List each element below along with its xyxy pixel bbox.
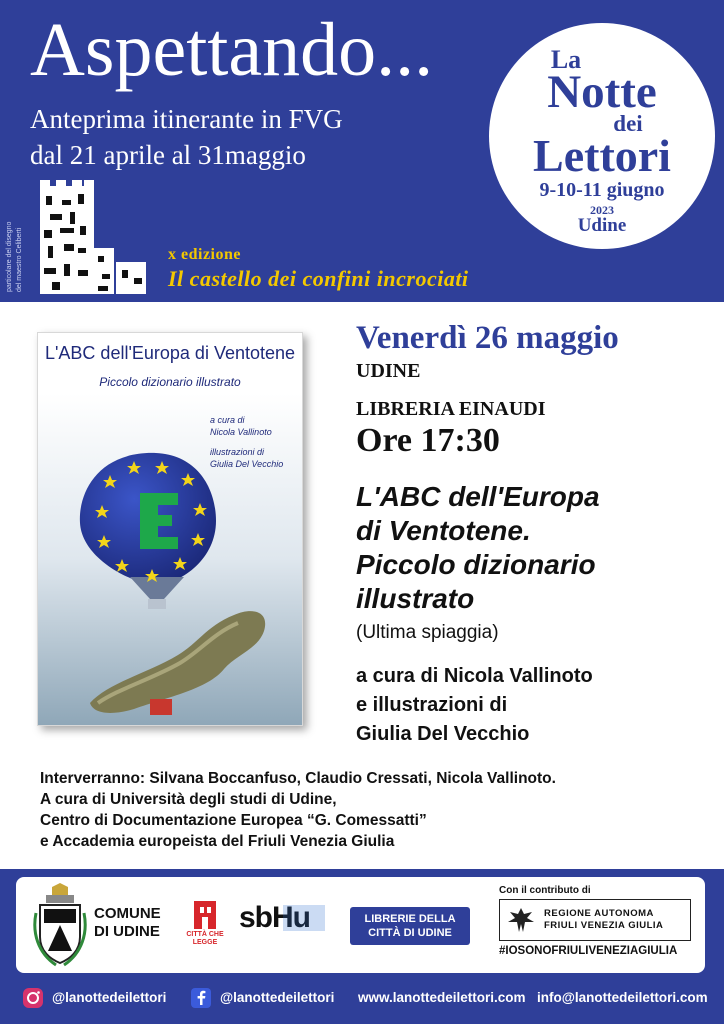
- librerie-line-2: CITTÀ DI UDINE: [368, 927, 452, 939]
- speakers-line: A cura di Università degli studi di Udine,: [40, 791, 337, 808]
- cover-curator-name: Nicola Vallinoto: [210, 427, 272, 437]
- book-title-line: L'ABC dell'Europa: [356, 481, 600, 512]
- festival-theme: Il castello dei confini incrociati: [168, 266, 469, 291]
- festival-logo-badge: [489, 23, 715, 249]
- book-title-line: illustrato: [356, 583, 475, 614]
- speakers-text: [40, 768, 556, 852]
- librerie-citta-udine-logo: [350, 907, 470, 945]
- subtitle-line-2: dal 21 aprile al 31maggio: [30, 140, 306, 170]
- event-time: Ore 17:30: [356, 422, 500, 459]
- edition-label: x edizione: [168, 246, 241, 263]
- badge-year: 2023: [590, 203, 614, 217]
- badge-dei: dei: [613, 111, 643, 136]
- subtitle-line-1: Anteprima itinerante in FVG: [30, 104, 343, 134]
- cover-curator-label: a cura di: [210, 415, 245, 425]
- event-venue: LIBRERIA EINAUDI: [356, 398, 546, 420]
- facebook-icon[interactable]: [190, 987, 212, 1009]
- badge-notte: Notte: [547, 66, 657, 118]
- book-title: [356, 480, 600, 616]
- citta-che-legge-icon: [188, 897, 222, 931]
- email-link[interactable]: info@lanottedeilettori.com: [537, 990, 708, 1005]
- credit-line-1: particolare del disegno: [6, 221, 13, 292]
- publisher: (Ultima spiaggia): [356, 622, 499, 643]
- regione-line-1: REGIONE AUTONOMA: [544, 908, 654, 919]
- regione-line-2: FRIULI VENEZIA GIULIA: [544, 920, 664, 931]
- badge-la: La: [550, 45, 582, 74]
- speakers-line: e Accademia europeista del Friuli Venezia Giulia: [40, 833, 395, 850]
- librerie-line-1: LIBRERIE DELLA: [364, 913, 456, 925]
- curators-line: a cura di Nicola Vallinoto: [356, 665, 593, 687]
- comune-line-2: DI UDINE: [94, 923, 160, 940]
- speakers-line: Centro di Documentazione Europea “G. Comessatti”: [40, 812, 427, 829]
- curators-line: Giulia Del Vecchio: [356, 723, 530, 745]
- event-panel: [0, 302, 724, 869]
- event-date: Venerdì 26 maggio: [356, 320, 619, 356]
- book-title-line: di Ventotene.: [356, 515, 531, 546]
- citta-che-legge-text: CITTÀ CHE LEGGE: [186, 931, 224, 946]
- balloon-island-illustration: [38, 393, 302, 725]
- instagram-handle[interactable]: @lanottedeilettori: [52, 990, 167, 1005]
- badge-city: Udine: [577, 215, 627, 236]
- cover-illustrations-label: illustrazioni di: [210, 447, 265, 457]
- page-title: Aspettando...: [30, 8, 434, 92]
- cover-subtitle: Piccolo dizionario illustrato: [99, 375, 241, 389]
- website-link[interactable]: www.lanottedeilettori.com: [358, 990, 526, 1005]
- book-cover: [37, 332, 303, 726]
- comune-crest-icon: [32, 883, 88, 969]
- credit-line-2: del maestro Celiberti: [16, 227, 23, 292]
- region-hashtag: #IOSONOFRIULIVENEZIAGIULIA: [499, 945, 678, 957]
- regione-fvg-logo: [499, 899, 691, 941]
- speakers-line: Interverranno: Silvana Boccanfuso, Claudio Cressati, Nicola Vallinoto.: [40, 770, 556, 787]
- facebook-handle[interactable]: @lanottedeilettori: [220, 990, 335, 1005]
- sbhu-text: sbHu: [239, 901, 310, 934]
- header-banner: [0, 0, 724, 302]
- regione-text: [544, 908, 663, 932]
- castle-drawing-icon: [38, 178, 148, 296]
- curators: [356, 662, 593, 749]
- comune-line-1: COMUNE: [94, 905, 161, 922]
- sponsors-bar: [16, 877, 705, 973]
- cover-illustrator-name: Giulia Del Vecchio: [210, 459, 284, 469]
- sbhu-logo: [239, 901, 329, 949]
- book-title-line: Piccolo dizionario: [356, 549, 596, 580]
- contribution-label: Con il contributo di: [499, 885, 591, 896]
- comune-udine-logo: [94, 905, 161, 941]
- badge-lettori: Lettori: [533, 130, 671, 181]
- footer-contacts: [0, 973, 724, 1024]
- eagle-icon: [506, 904, 536, 936]
- curators-line: e illustrazioni di: [356, 694, 508, 716]
- event-city: UDINE: [356, 360, 421, 382]
- badge-dates: 9-10-11 giugno: [539, 179, 665, 201]
- cover-title: L'ABC dell'Europa di Ventotene: [44, 343, 296, 363]
- citta-che-legge-logo: [188, 897, 222, 951]
- instagram-icon[interactable]: [22, 987, 44, 1009]
